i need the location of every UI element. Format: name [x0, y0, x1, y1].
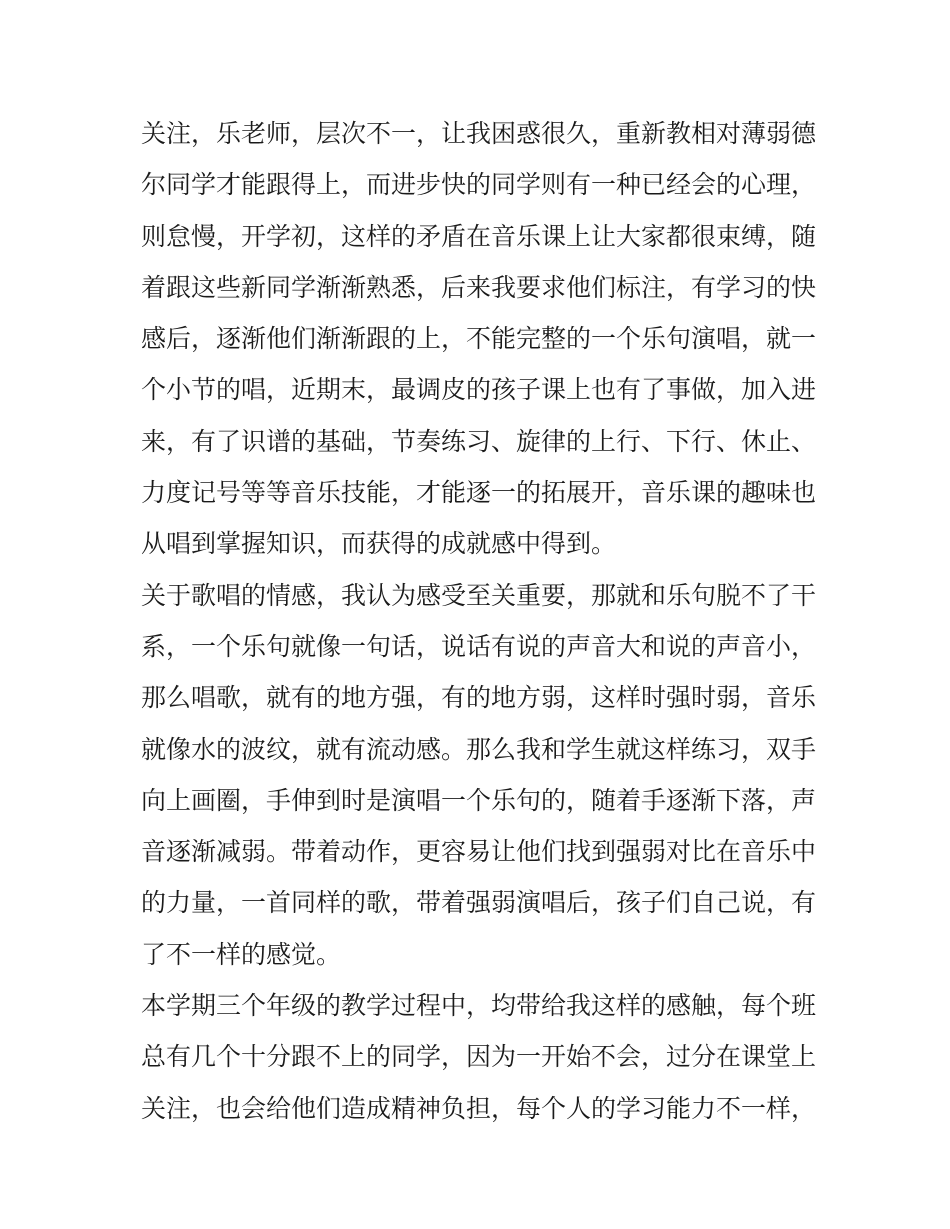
text-line: 向上画圈，手伸到时是演唱一个乐句的，随着手逐渐下落，声: [141, 785, 817, 815]
text-line: 关注，乐老师，层次不一，让我困惑很久，重新教相对薄弱德: [141, 119, 817, 148]
text-line: 则怠慢，开学初，这样的矛盾在音乐课上让大家都很束缚，随: [141, 221, 817, 251]
text-line: 就像水的波纹，就有流动感。那么我和学生就这样练习，双手: [141, 734, 817, 764]
text-line: 的力量，一首同样的歌，带着强弱演唱后，孩子们自己说，有: [141, 888, 817, 918]
text-line: 系，一个乐句就像一句话，说话有说的声音大和说的声音小，: [141, 631, 817, 661]
text-line: 关注，也会给他们造成精神负担，每个人的学习能力不一样，: [141, 1093, 817, 1123]
text-line: 音逐渐减弱。带着动作，更容易让他们找到强弱对比在音乐中: [141, 837, 817, 867]
text-line: 总有几个十分跟不上的同学，因为一开始不会，过分在课堂上: [141, 1042, 817, 1072]
text-line: 着跟这些新同学渐渐熟悉，后来我要求他们标注，有学习的快: [141, 272, 817, 302]
text-line: 从唱到掌握知识，而获得的成就感中得到。: [141, 529, 617, 559]
text-line: 了不一样的感觉。: [141, 939, 342, 969]
text-line: 来，有了识谱的基础，节奏练习、旋律的上行、下行、休止、: [141, 426, 817, 456]
text-line: 力度记号等等音乐技能，才能逐一的拓展开，音乐课的趣味也: [141, 478, 817, 508]
text-line: 感后，逐渐他们渐渐跟的上，不能完整的一个乐句演唱，就一: [141, 324, 817, 354]
text-line: 个小节的唱，近期末，最调皮的孩子课上也有了事做，加入进: [141, 375, 817, 405]
body-text: [141, 108, 821, 1134]
text-line: 那么唱歌，就有的地方强，有的地方弱，这样时强时弱，音乐: [141, 683, 817, 713]
text-line: 尔同学才能跟得上，而进步快的同学则有一种已经会的心理，: [141, 170, 817, 200]
text-line: 本学期三个年级的教学过程中，均带给我这样的感触，每个班: [141, 991, 817, 1021]
text-line: 关于歌唱的情感，我认为感受至关重要，那就和乐句脱不了干: [141, 580, 817, 610]
